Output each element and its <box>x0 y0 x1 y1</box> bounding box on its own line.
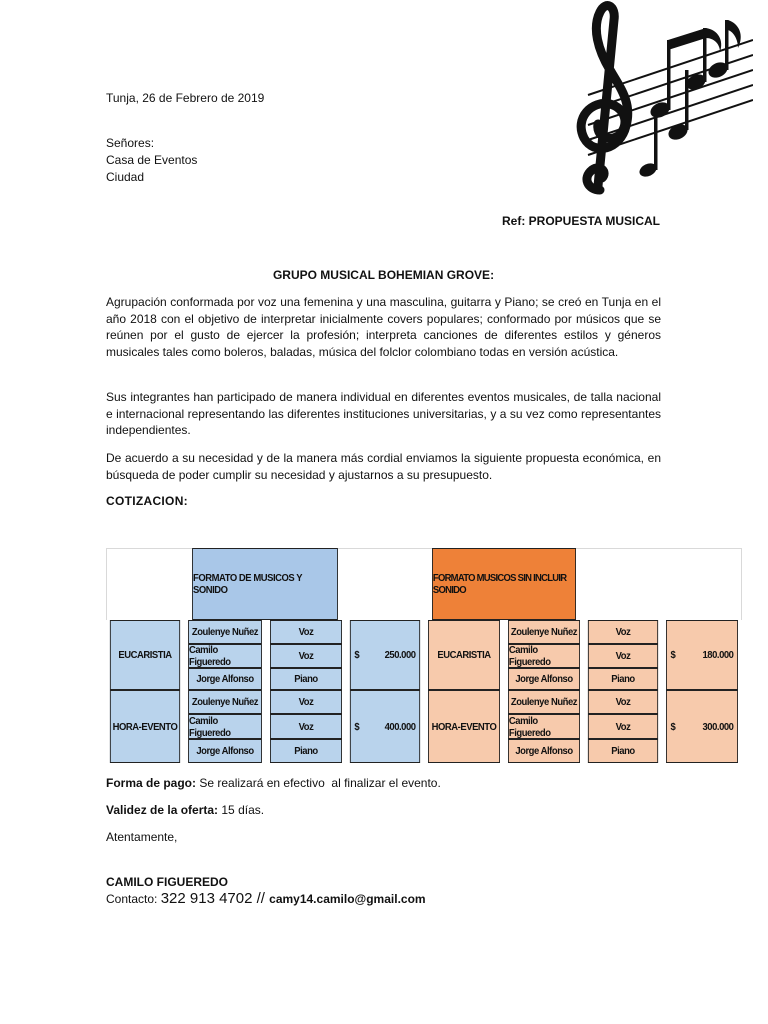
price-value: 300.000 <box>702 720 734 733</box>
payment-label: Forma de pago: <box>106 776 197 790</box>
price-value: 180.000 <box>702 649 734 661</box>
quote-table <box>106 548 742 763</box>
member-name: Jorge Alfonso <box>508 739 580 763</box>
treble-clef-music-notes-icon <box>548 0 753 206</box>
event-name-with-sound: EUCARISTIA <box>110 620 180 690</box>
member-name: Zoulenye Nuñez <box>188 620 262 644</box>
currency-symbol: $ <box>354 720 360 733</box>
member-name: Zoulenye Nuñez <box>508 620 580 644</box>
recipient-greeting: Señores: <box>106 136 155 150</box>
paragraph-proposal: De acuerdo a su necesidad y de la manera más cordial enviamos la siguiente propuesta económica, en búsqueda de poder cumplir su necesidad y ajustarnos a su presupuesto. <box>106 451 661 482</box>
price-without-sound <box>666 620 738 690</box>
member-name: Jorge Alfonso <box>188 668 262 690</box>
paragraph-members: Sus integrantes han participado de manera individual en diferentes eventos musicales, de talla nacional e internacional representando las diferentes instituciones universitarias, y a su vez como representantes independientes. <box>106 390 661 438</box>
recipient-name: Casa de Eventos <box>106 153 198 167</box>
event-name-without-sound: EUCARISTIA <box>428 620 500 690</box>
member-role: Voz <box>588 644 658 668</box>
contact-label: Contacto: <box>106 892 161 906</box>
member-role: Voz <box>270 714 342 739</box>
member-role: Voz <box>588 714 658 739</box>
quote-heading: COTIZACION: <box>106 494 188 508</box>
price-value: 400.000 <box>384 720 416 733</box>
reference-line: Ref: PROPUESTA MUSICAL <box>501 214 660 228</box>
member-name: Camilo Figueredo <box>508 714 580 739</box>
member-role: Piano <box>270 668 342 690</box>
price-with-sound <box>350 620 420 690</box>
currency-symbol: $ <box>670 649 676 661</box>
member-role: Voz <box>270 644 342 668</box>
member-role: Voz <box>588 620 658 644</box>
paragraph-intro: Agrupación conformada por voz una femenina y una masculina, guitarra y Piano; se creó en Tunja en el año 2018 con el objetivo de interpretar inicialmente covers populares; conformado por músicos que se reúnen por el gusto de ejercer la profesión; interpreta canciones de diferentes estilos y géneros musicales tales como boleros, baladas, música del folclor colombiano todas en versión acústica. <box>106 295 661 359</box>
offer-validity <box>106 803 264 817</box>
member-role: Voz <box>588 690 658 714</box>
member-name: Jorge Alfonso <box>508 668 580 690</box>
member-name: Camilo Figueredo <box>188 644 262 668</box>
currency-symbol: $ <box>354 649 360 661</box>
contact-email: camy14.camilo@gmail.com <box>269 892 426 906</box>
member-name: Camilo Figueredo <box>508 644 580 668</box>
member-role: Piano <box>270 739 342 763</box>
header-with-sound: FORMATO DE MUSICOS Y SONIDO <box>192 548 338 620</box>
validity-value: 15 días. <box>218 803 265 817</box>
payment-value: Se realizará en efectivo al finalizar el evento. <box>196 776 441 790</box>
member-name: Zoulenye Nuñez <box>508 690 580 714</box>
price-value: 250.000 <box>384 649 416 661</box>
member-role: Piano <box>588 668 658 690</box>
contact-phone: 322 913 4702 <box>160 890 253 907</box>
event-name-without-sound: HORA-EVENTO <box>428 690 500 763</box>
currency-symbol: $ <box>670 720 676 733</box>
contact-line <box>106 890 426 907</box>
price-without-sound <box>666 690 738 763</box>
event-name-with-sound: HORA-EVENTO <box>110 690 180 763</box>
closing: Atentamente, <box>106 830 178 844</box>
place-date: Tunja, 26 de Febrero de 2019 <box>106 91 265 105</box>
contact-separator: // <box>252 890 270 907</box>
header-without-sound: FORMATO MUSICOS SIN INCLUIR SONIDO <box>432 548 576 620</box>
member-role: Piano <box>588 739 658 763</box>
recipient-city: Ciudad <box>106 170 145 184</box>
document-title: GRUPO MUSICAL BOHEMIAN GROVE: <box>272 268 495 282</box>
member-name: Zoulenye Nuñez <box>188 690 262 714</box>
member-role: Voz <box>270 620 342 644</box>
signature-name: CAMILO FIGUEREDO <box>106 875 228 889</box>
validity-label: Validez de la oferta: <box>106 803 219 817</box>
payment-terms <box>106 776 441 790</box>
price-with-sound <box>350 690 420 763</box>
member-role: Voz <box>270 690 342 714</box>
member-name: Jorge Alfonso <box>188 739 262 763</box>
member-name: Camilo Figueredo <box>188 714 262 739</box>
